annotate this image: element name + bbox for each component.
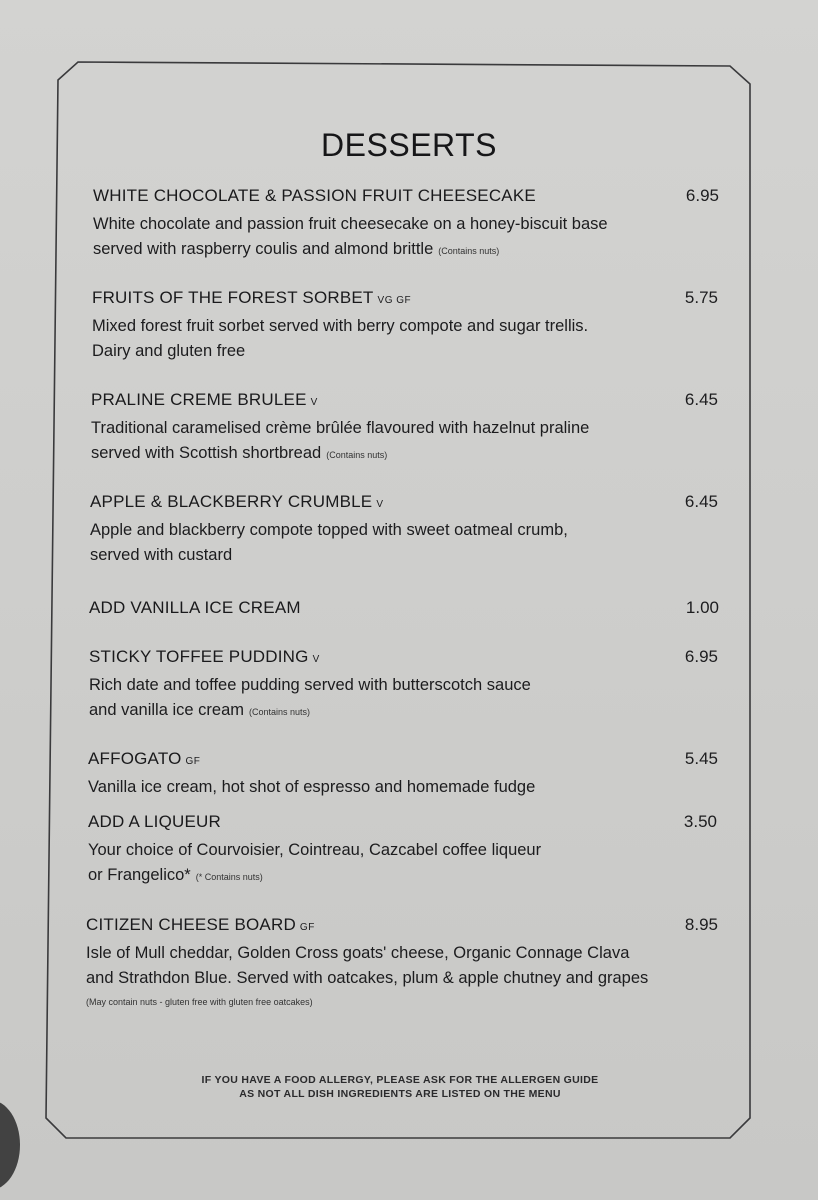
dietary-tag: V [376, 499, 384, 510]
item-description: Vanilla ice cream, hot shot of espresso and homemade fudge [88, 778, 536, 796]
dietary-tag: V [310, 397, 318, 408]
allergen-note: (Contains nuts) [438, 246, 500, 256]
item-description: Mixed forest fruit sorbet served with berry compote and sugar trellis. Dairy and gluten free [92, 317, 589, 360]
item-price: 6.95 [685, 186, 719, 205]
item-description: Traditional caramelised crème brûlée flavoured with hazelnut praline served with Scottish shortbread (Contains nuts) [91, 419, 590, 462]
item-description: Rich date and toffee pudding served with butterscotch sauce and vanilla ice cream (Contains nuts) [89, 676, 531, 719]
item-price: 5.45 [684, 749, 718, 768]
menu-item-sticky-toffee [89, 647, 718, 725]
allergy-notice: IF YOU HAVE A FOOD ALLERGY, PLEASE ASK FOR THE ALLERGEN GUIDE AS NOT ALL DISH INGREDIENTS ARE LISTED ON THE MENU [201, 1074, 599, 1100]
menu-item-affogato [88, 749, 718, 800]
item-description: Isle of Mull cheddar, Golden Cross goats' cheese, Organic Connage Clava and Strathdon Blue. Served with oatcakes, plum & apple chutney and grapes [86, 944, 649, 987]
allergen-note: (Contains nuts) [326, 450, 388, 460]
allergen-footnote: (May contain nuts - gluten free with gluten free oatcakes) [86, 997, 313, 1007]
item-price: 8.95 [684, 915, 718, 934]
item-name: PRALINE CREME BRULEE [91, 390, 307, 409]
item-name: CITIZEN CHEESE BOARD [86, 915, 296, 934]
menu-item-cheese-board [86, 915, 718, 1007]
item-price: 6.45 [684, 492, 718, 511]
page-title: DESSERTS [321, 127, 497, 164]
item-price: 5.75 [684, 288, 718, 307]
item-price: 1.00 [685, 598, 719, 617]
item-name: ADD A LIQUEUR [88, 812, 221, 831]
menu-item-creme-brulee [91, 390, 718, 468]
dietary-tag: GF [299, 922, 315, 933]
menu-item-sorbet [92, 288, 718, 364]
menu-item-cheesecake [93, 186, 719, 264]
item-price: 6.45 [684, 390, 718, 409]
menu-item-crumble [90, 492, 718, 568]
item-price: 3.50 [683, 812, 717, 831]
item-description: White chocolate and passion fruit cheesecake on a honey-biscuit base served with raspberry coulis and almond brittle (Contains nuts) [93, 215, 608, 258]
dietary-tag: VG GF [377, 295, 412, 306]
item-name: AFFOGATO [88, 749, 182, 768]
item-description: Your choice of Courvoisier, Cointreau, Cazcabel coffee liqueur or Frangelico* (* Contains nuts) [88, 841, 542, 884]
item-price: 6.95 [684, 647, 718, 666]
item-name: WHITE CHOCOLATE & PASSION FRUIT CHEESECAKE [93, 186, 536, 205]
item-name: STICKY TOFFEE PUDDING [89, 647, 309, 666]
dietary-tag: GF [185, 756, 201, 767]
allergen-note: (Contains nuts) [249, 707, 311, 717]
dietary-tag: V [312, 654, 320, 665]
item-description: Apple and blackberry compote topped with sweet oatmeal crumb, served with custard [90, 521, 568, 564]
item-name: FRUITS OF THE FOREST SORBET [92, 288, 374, 307]
allergen-note: (* Contains nuts) [195, 872, 263, 882]
item-name: APPLE & BLACKBERRY CRUMBLE [90, 492, 373, 511]
menu-item-vanilla-ice-cream [89, 598, 719, 624]
menu-item-liqueur [88, 812, 717, 890]
item-name: ADD VANILLA ICE CREAM [89, 598, 301, 617]
